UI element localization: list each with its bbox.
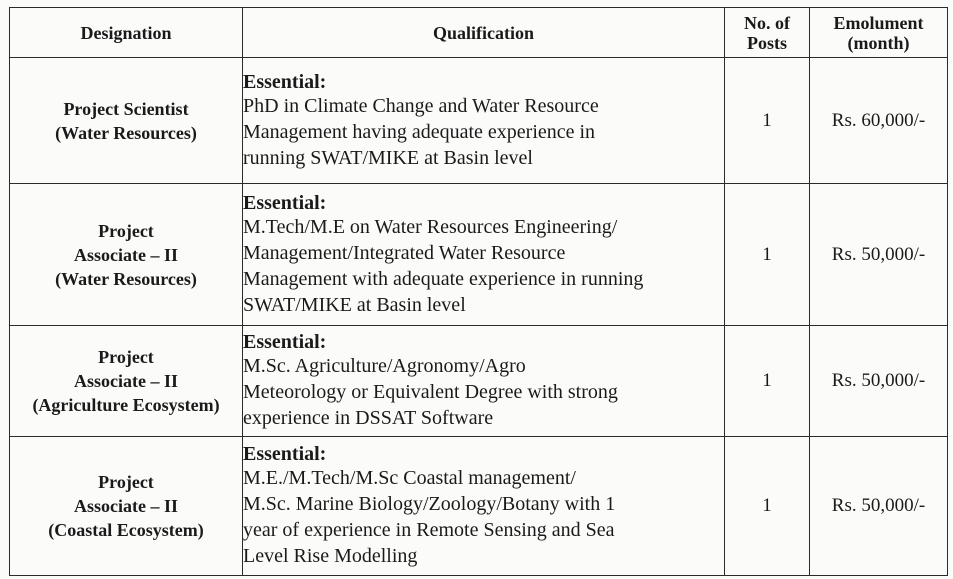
designation-line: Project xyxy=(98,472,154,492)
table-row xyxy=(10,58,948,184)
vacancy-table xyxy=(9,7,948,576)
qualification-line: Management having adequate experience in xyxy=(243,120,596,143)
table-header-row xyxy=(10,8,948,58)
qualification-line: running SWAT/MIKE at Basin level xyxy=(243,146,533,169)
table-row xyxy=(10,437,948,576)
header-posts-line1: No. of xyxy=(744,12,790,33)
emolument-cell: Rs. 50,000/- xyxy=(810,326,948,437)
essential-label: Essential: xyxy=(243,443,327,465)
header-emolument-line2: (month) xyxy=(847,32,910,53)
table-row xyxy=(10,184,948,326)
qualification-cell xyxy=(243,184,725,326)
qualification-line: Management with adequate experience in running xyxy=(243,267,644,290)
designation-cell xyxy=(10,58,243,184)
designation-cell xyxy=(10,184,243,326)
designation-line: Project xyxy=(98,347,154,367)
table-row xyxy=(10,326,948,437)
header-designation: Designation xyxy=(10,8,243,58)
essential-label: Essential: xyxy=(243,70,327,93)
posts-cell: 1 xyxy=(725,326,810,437)
emolument-cell: Rs. 60,000/- xyxy=(810,58,948,184)
qualification-line: experience in DSSAT Software xyxy=(243,407,494,429)
qualification-line: PhD in Climate Change and Water Resource xyxy=(243,94,599,117)
qualification-line: year of experience in Remote Sensing and Sea xyxy=(243,519,615,541)
posts-cell: 1 xyxy=(725,184,810,326)
designation-line: (Water Resources) xyxy=(55,268,197,289)
qualification-line: Management/Integrated Water Resource xyxy=(243,241,566,264)
qualification-line: M.Tech/M.E on Water Resources Engineering/ xyxy=(243,215,618,238)
qualification-line: M.Sc. Agriculture/Agronomy/Agro xyxy=(243,355,526,377)
qualification-cell xyxy=(243,58,725,184)
designation-line: Associate – II xyxy=(74,496,178,516)
essential-label: Essential: xyxy=(243,191,327,214)
designation-line: Associate – II xyxy=(74,371,178,391)
header-qualification: Qualification xyxy=(243,8,725,58)
header-emolument xyxy=(810,8,948,58)
designation-cell xyxy=(10,326,243,437)
qualification-cell xyxy=(243,437,725,576)
header-emolument-line1: Emolument xyxy=(833,12,924,33)
essential-label: Essential: xyxy=(243,331,327,353)
designation-line: Associate – II xyxy=(74,244,178,265)
qualification-line: M.E./M.Tech/M.Sc Coastal management/ xyxy=(243,467,576,489)
designation-line: (Coastal Ecosystem) xyxy=(48,520,204,540)
qualification-line: Level Rise Modelling xyxy=(243,545,418,567)
header-posts-line2: Posts xyxy=(747,32,787,53)
posts-cell: 1 xyxy=(725,437,810,576)
posts-cell: 1 xyxy=(725,58,810,184)
qualification-line: M.Sc. Marine Biology/Zoology/Botany with 1 xyxy=(243,493,616,515)
designation-line: Project xyxy=(98,220,154,241)
emolument-cell: Rs. 50,000/- xyxy=(810,184,948,326)
qualification-cell xyxy=(243,326,725,437)
header-posts xyxy=(725,8,810,58)
qualification-line: SWAT/MIKE at Basin level xyxy=(243,293,466,316)
designation-line: (Agriculture Ecosystem) xyxy=(32,395,220,415)
designation-line: (Water Resources) xyxy=(55,122,197,143)
designation-cell xyxy=(10,437,243,576)
designation-line: Project Scientist xyxy=(63,98,189,119)
emolument-cell: Rs. 50,000/- xyxy=(810,437,948,576)
qualification-line: Meteorology or Equivalent Degree with strong xyxy=(243,381,618,403)
